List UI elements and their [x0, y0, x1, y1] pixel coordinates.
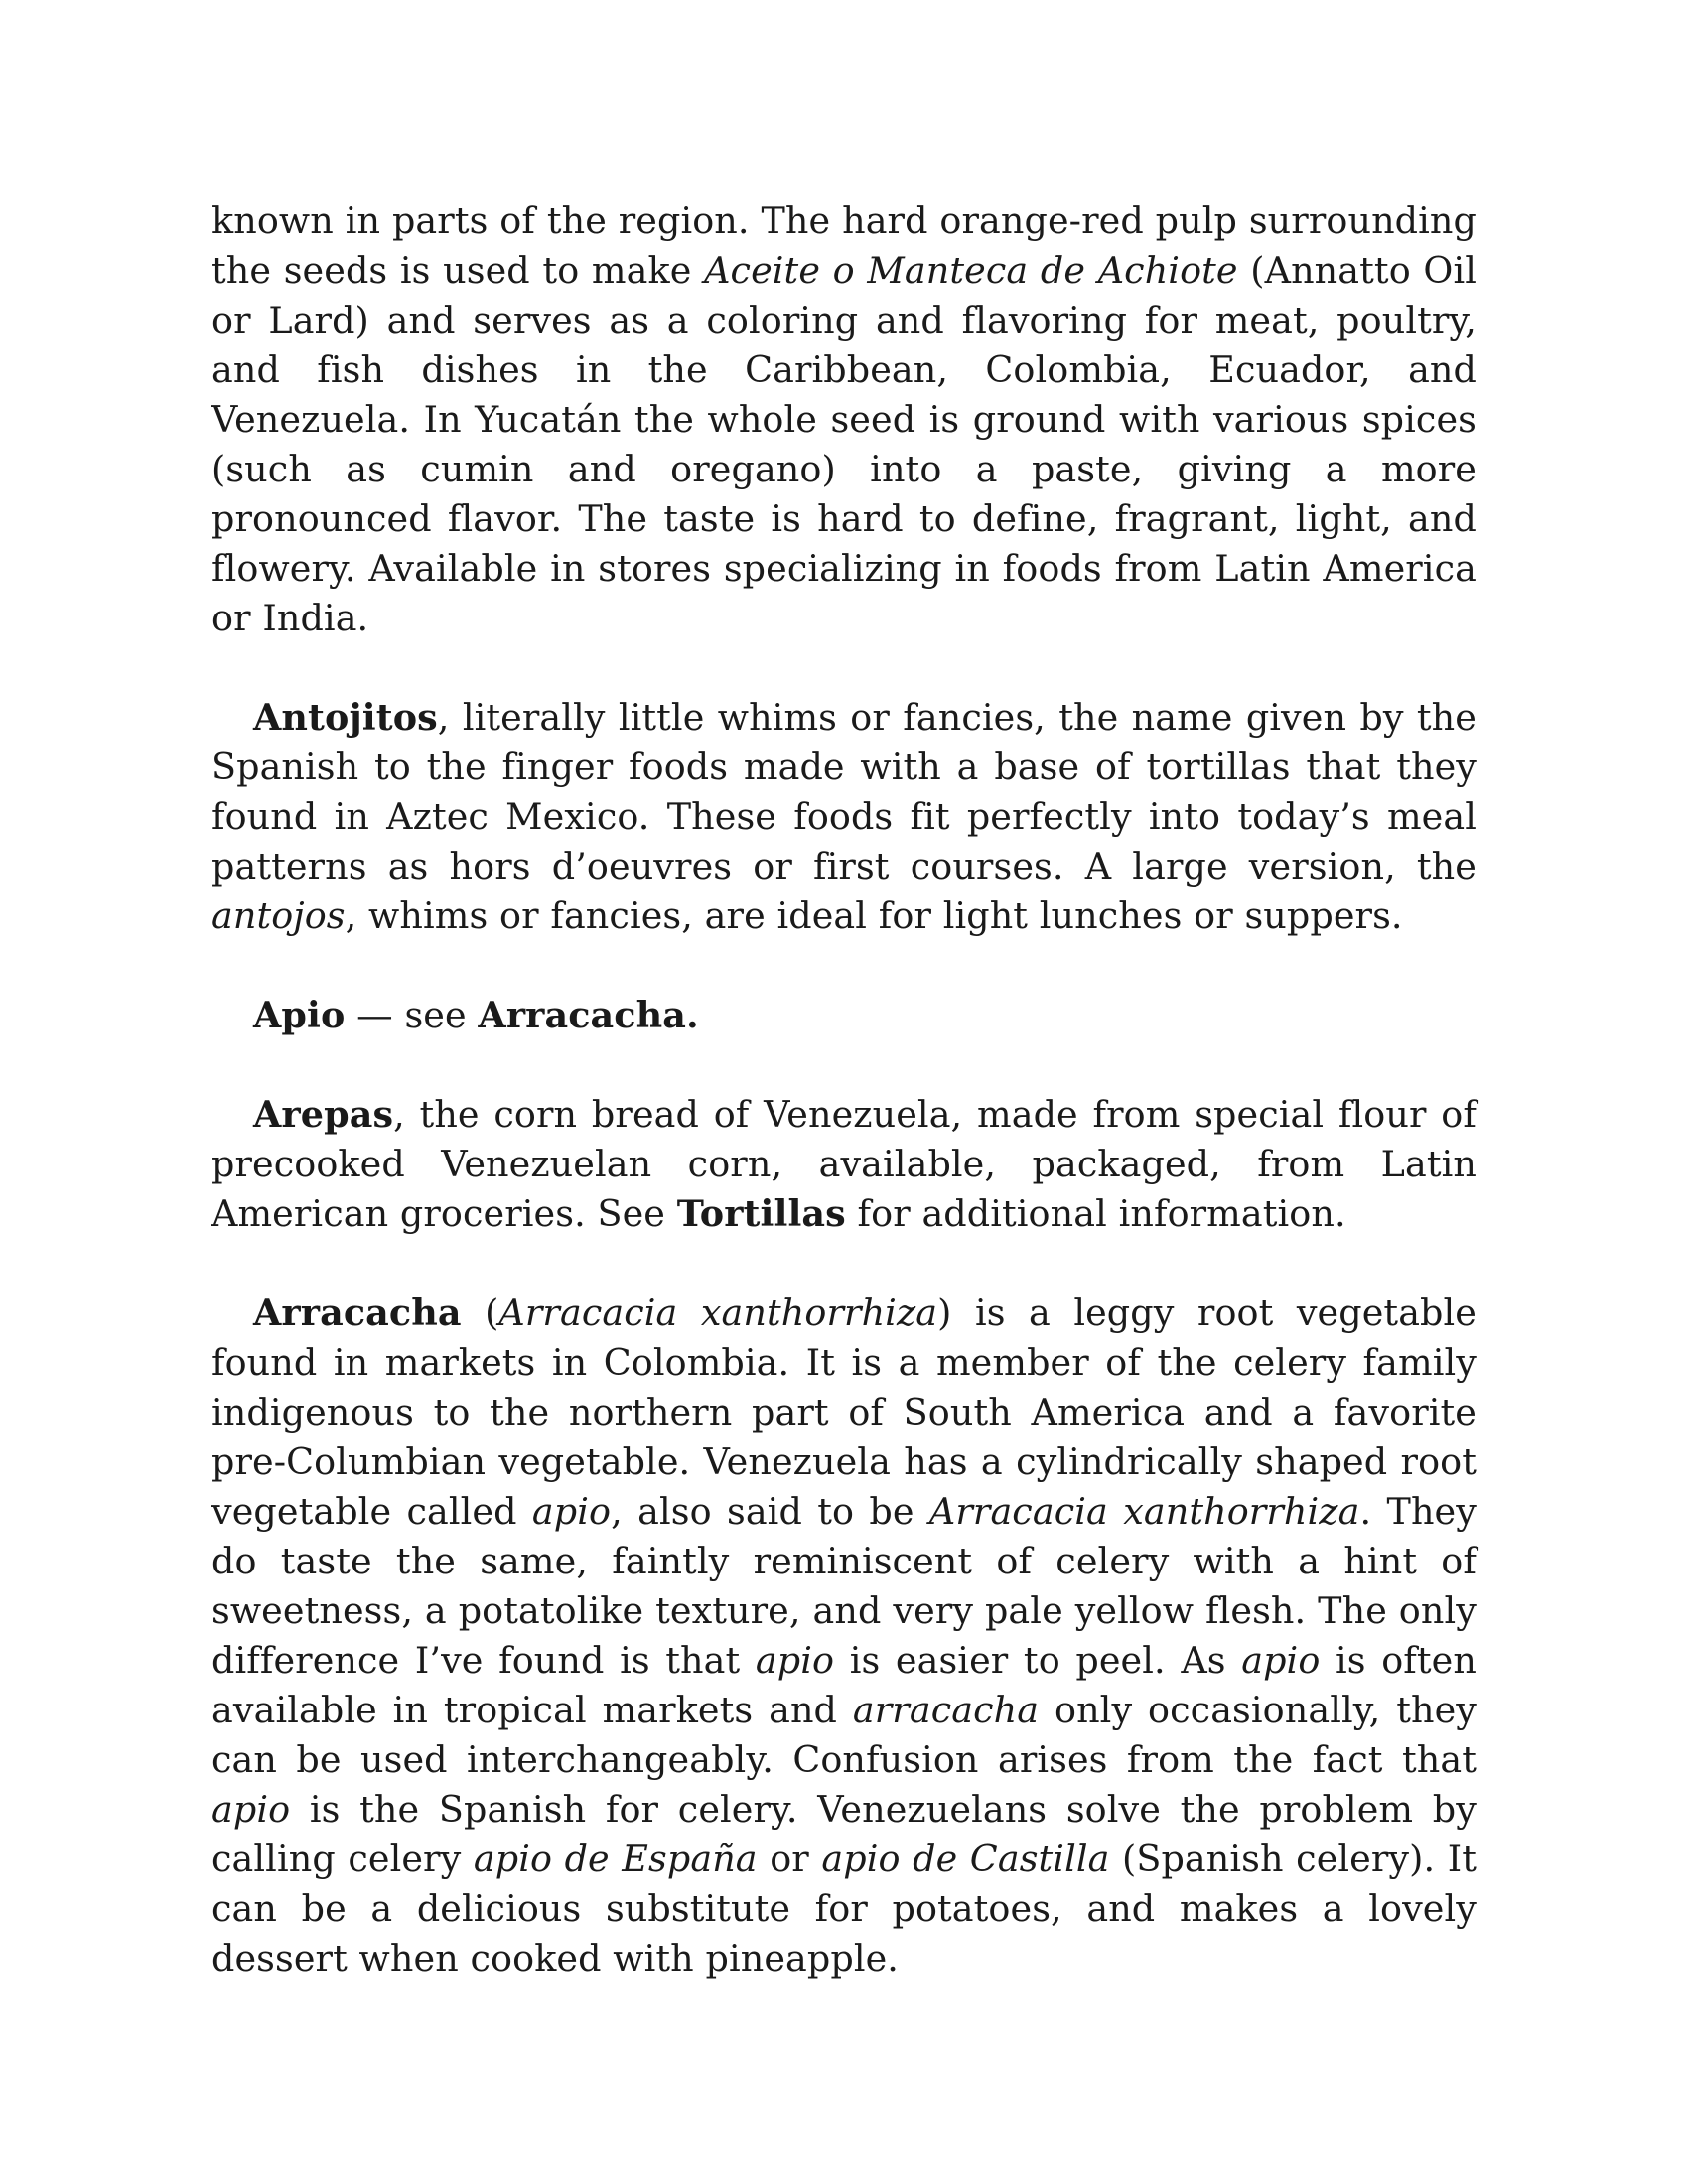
entry-arepas — [211, 1090, 1477, 1239]
entry-italic-term: Aceite o Manteca de Achiote — [704, 249, 1238, 292]
entry-italic-term: arracacha — [852, 1689, 1040, 1731]
entry-headword: Apio — [253, 994, 346, 1036]
entry-italic-term: apio de España — [473, 1838, 758, 1880]
entry-achiote-continued — [211, 197, 1477, 643]
entry-italic-term: apio — [755, 1639, 835, 1682]
entry-text: ( — [461, 1292, 499, 1334]
cross-reference: Arracacha. — [478, 994, 699, 1036]
entry-headword: Arepas — [253, 1093, 394, 1136]
entry-text: known in parts of the region. The hard orange-red pulp surrounding the seeds is used to make — [211, 200, 1477, 292]
entry-text: , the corn bread of Venezuela, made from special flour of precooked Venezuelan corn, available, packaged, from Latin American groceries. See — [211, 1093, 1477, 1235]
entry-apio — [211, 991, 1477, 1040]
entry-arracacha — [211, 1289, 1477, 1983]
glossary-page — [211, 197, 1477, 1983]
entry-text: is the Spanish for celery. Venezuelans solve the problem by calling celery — [211, 1788, 1477, 1880]
entry-text: . They do taste the same, faintly reminiscent of celery with a hint of sweetness, a potatolike texture, and very pale yellow flesh. The only difference I’ve found is that — [211, 1490, 1477, 1682]
entry-text: is easier to peel. As — [834, 1639, 1242, 1682]
entry-italic-term: Arracacia xanthorrhiza — [928, 1490, 1360, 1533]
entry-text: (Spanish celery). It can be a delicious substitute for potatoes, and makes a lovely dessert when cooked with pineapple. — [211, 1838, 1477, 1979]
entry-italic-term: antojos — [211, 894, 346, 937]
entry-text: , also said to be — [611, 1490, 929, 1533]
entry-headword: Arracacha — [253, 1292, 462, 1334]
entry-text: , whims or fancies, are ideal for light lunches or suppers. — [345, 894, 1403, 937]
entry-text: or — [757, 1838, 822, 1880]
entry-italic-term: apio de Castilla — [821, 1838, 1110, 1880]
entry-text: ) is a leggy root vegetable found in markets in Colombia. It is a member of the celery family indigenous to the northern part of South America and a favorite pre-Columbian vegetable. Venezuela has a cylindrically shaped root vegetable called — [211, 1292, 1477, 1533]
entry-headword: Antojitos — [253, 696, 438, 739]
entry-italic-term: apio — [211, 1788, 291, 1831]
entry-text: , literally little whims or fancies, the name given by the Spanish to the finger foods made with a base of tortillas that they found in Aztec Mexico. These foods fit perfectly into today’s meal patterns as hors d’oeuvres or first courses. A large version, the — [211, 696, 1477, 887]
entry-text: only occasionally, they can be used interchangeably. Confusion arises from the fact that — [211, 1689, 1477, 1781]
entry-text: — see — [345, 994, 479, 1036]
entry-italic-term: apio — [531, 1490, 612, 1533]
entry-text: for additional information. — [845, 1192, 1346, 1235]
cross-reference: Tortillas — [676, 1192, 846, 1235]
entry-text: is often available in tropical markets and — [211, 1639, 1477, 1731]
entry-text: (Annatto Oil or Lard) and serves as a coloring and flavoring for meat, poultry, and fish dishes in the Caribbean, Colombia, Ecuador, and Venezuela. In Yucatán the whole seed is ground with various spices (such as cumin and oregano) into a paste, giving a more pronounced flavor. The taste is hard to define, fragrant, light, and flowery. Available in stores specializing in foods from Latin America or India. — [211, 249, 1477, 639]
entry-antojitos — [211, 693, 1477, 941]
entry-italic-term: Arracacia xanthorrhiza — [498, 1292, 938, 1334]
entry-italic-term: apio — [1241, 1639, 1321, 1682]
